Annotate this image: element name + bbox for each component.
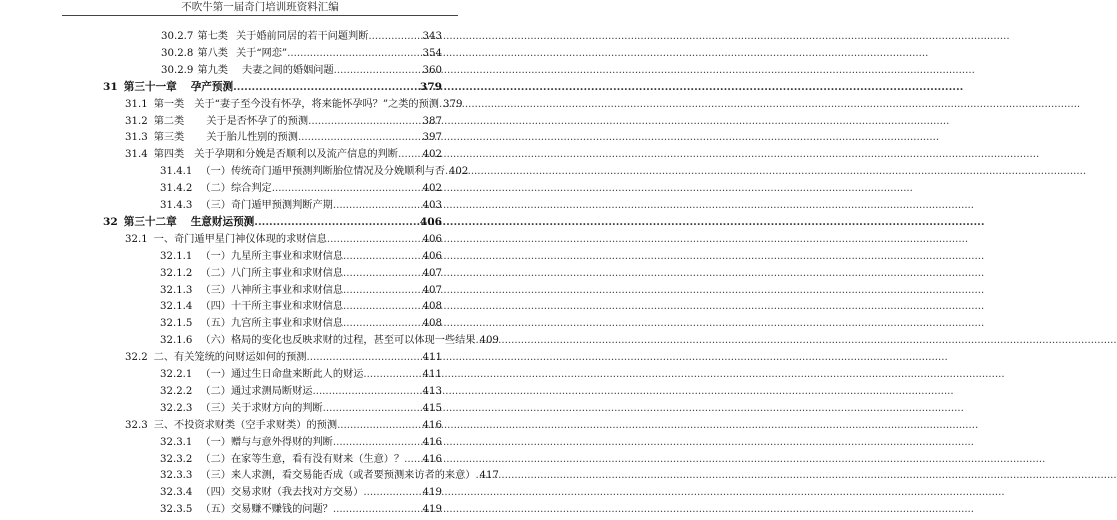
toc-title: 关于孕期和分娩是否顺利以及流产信息的判断 [194,149,398,161]
toc-page: 408 [422,301,442,313]
toc-entry[interactable] [160,282,442,299]
toc-title: 夫妻之间的婚姻问题 [241,64,334,76]
toc-number: 31.2 [125,115,148,127]
toc-leader [368,28,422,45]
toc-number: 32.3.4 [160,487,193,499]
toc-page: 413 [422,385,442,397]
toc-leader [343,248,423,265]
toc-category: 第四类 [153,149,185,161]
toc-entry[interactable] [160,197,442,214]
toc-number: 32.2.2 [160,385,193,397]
toc-page: 416 [422,436,442,448]
toc-number: 31.1 [125,98,148,110]
toc-title: 关于“网恋” [235,47,288,59]
toc-page: 419 [422,487,442,499]
toc-entry[interactable] [125,96,463,113]
toc-leader [308,113,422,130]
toc-page: 397 [422,132,442,144]
toc-chapter-entry[interactable] [103,79,442,96]
toc-category: 第三十二章 [123,215,177,228]
toc-number: 32.3.2 [160,453,193,465]
toc-entry[interactable] [160,366,442,383]
toc-page: 379 [419,80,442,93]
toc-category: 第三类 [153,132,185,144]
toc-number: 32.3.1 [160,436,193,448]
toc-page: 419 [422,504,442,516]
toc-title: （五）交易赚不赚钱的问题？ [200,504,333,516]
toc-page: 402 [422,183,442,195]
toc-chapter-entry[interactable] [103,214,442,231]
toc-leader [233,79,420,96]
toc-page: 407 [422,284,442,296]
toc-entry[interactable] [160,180,442,197]
toc-entry[interactable] [160,265,442,282]
toc-entry[interactable] [125,129,442,146]
toc-title: 生意财运预测 [190,215,255,228]
toc-page: 387 [422,115,442,127]
toc-entry[interactable] [160,434,442,451]
toc-category: 第七类 [197,31,228,42]
toc-leader [272,180,423,197]
toc-page: 415 [422,402,442,414]
toc-title: 一、奇门遁甲星门神仪体现的求财信息 [153,233,327,245]
toc-title: （一）传统奇门遁甲预测判断胎位情况及分娩顺利与否 [200,166,445,178]
toc-number: 32.1.5 [160,318,193,330]
toc-category: 第一类 [153,98,185,110]
toc-title: 三、不投资求财类（空手求财类）的预测 [153,419,338,431]
toc-entry[interactable] [160,392,442,410]
toc-number: 30.2.7 [161,31,194,42]
toc-page: 406 [422,250,442,262]
toc-page: 402 [422,149,442,161]
toc-leader [363,484,422,501]
toc-category: 第八类 [197,47,228,59]
toc-leader [337,417,422,434]
toc-entry[interactable] [125,417,442,434]
toc-title: （二）综合判定 [200,183,272,195]
toc-leader [287,45,422,62]
toc-title: （三）奇门遁甲预测判断产期 [200,200,333,211]
toc-number: 31.3 [125,132,148,144]
header-rule [62,15,458,16]
toc-category: 第九类 [197,64,228,76]
toc-entry[interactable] [160,248,442,265]
toc-title: （六）格局的变化也反映求财的过程，甚至可以体现一些结果 [200,335,476,347]
toc-leader [333,197,423,214]
toc-leader [343,265,423,282]
toc-leader [363,366,422,383]
toc-number: 31 [103,80,118,93]
toc-leader [343,298,423,315]
toc-number: 32.2.3 [160,402,193,414]
toc-number: 30.2.8 [161,47,194,59]
toc-title: （五）九宫所主事业和求财信息 [200,318,344,330]
toc-number: 32.3.3 [160,470,193,482]
toc-leader [254,214,420,231]
toc-page: 402 [448,166,469,178]
toc-leader [333,501,423,518]
toc-leader [327,231,423,248]
toc-number: 32 [103,215,118,228]
toc-title: （一）九星所主事业和求财信息 [200,250,344,262]
toc-entry[interactable] [160,501,442,518]
toc-leader [404,451,422,468]
toc-page: 409 [479,335,499,347]
toc-title: （二）八门所主事业和求财信息 [200,267,344,279]
toc-number: 32.1.6 [160,335,193,347]
toc-number: 32.1.1 [160,250,193,262]
toc-entry[interactable] [161,45,442,62]
toc-entry[interactable] [160,467,499,484]
toc-number: 31.4.1 [160,166,193,178]
toc-leader [298,129,423,146]
toc-page: 411 [422,369,442,380]
toc-page: 354 [422,47,442,59]
toc-leader [343,282,423,299]
toc-leader [398,146,423,163]
toc-number: 30.2.9 [161,64,194,76]
header-title: 不吹牛第一届奇门培训班资料汇编 [181,1,339,13]
toc-number: 32.2.1 [160,369,193,380]
toc-page: 406 [422,233,442,245]
toc-number: 31.4.3 [160,200,193,211]
toc-number: 32.2 [125,352,148,364]
toc-number: 32.1 [125,233,148,245]
toc-entry[interactable] [161,28,442,45]
toc-title: （二）通过求测局断财运 [200,385,313,397]
toc-page: 406 [419,215,442,228]
toc-title: 关于“妻子至今没有怀孕，将来能怀孕吗？”之类的预测 [194,98,439,110]
toc-page: 416 [422,419,442,431]
toc-title: 关于婚前同居的若干问题判断 [235,31,369,42]
toc-title: （三）关于求财方向的判断 [200,402,323,414]
toc-number: 32.1.2 [160,267,193,279]
toc-page: 360 [422,64,442,76]
toc-page: 343 [422,31,442,42]
toc-entry[interactable] [160,315,442,332]
toc-entry[interactable] [125,231,442,248]
toc-leader [334,62,423,79]
toc-number: 31.4.2 [160,183,193,195]
toc-title: （一）通过生日命盘来断此人的财运 [200,369,364,380]
toc-category: 第二类 [153,115,185,127]
toc-entry[interactable] [125,349,442,366]
toc-page: 407 [422,267,442,279]
toc-leader [333,434,423,451]
toc-entry[interactable] [160,484,442,501]
toc-title: （四）交易求财（我去找对方交易） [200,487,364,499]
toc-page: 379 [442,98,463,110]
toc-title: （一）赠与与意外得财的判断 [200,436,333,448]
toc-entry[interactable] [160,332,499,349]
toc-entry[interactable] [161,62,442,79]
toc-title: （四）十干所主事业和求财信息 [200,301,344,313]
toc-title: 关于胎儿性别的预测 [206,132,298,144]
toc-title: 孕产预测 [190,80,234,93]
toc-number: 32.1.3 [160,284,193,296]
toc-leader [343,315,423,332]
toc-number: 32.1.4 [160,301,193,313]
toc-entry[interactable] [160,163,469,180]
toc-title: 关于是否怀孕了的预测 [206,115,309,127]
toc-leader [307,349,423,366]
toc-number: 32.3 [125,419,148,431]
toc-number: 32.3.5 [160,504,193,516]
toc-number: 31.4 [125,149,148,161]
toc-page: 403 [422,200,442,211]
toc-title: （三）来人求测，看交易能否成（或者要预测来访者的来意） [200,470,476,482]
toc-page: 416 [422,453,442,465]
toc-entry[interactable] [125,146,442,163]
toc-title: （二）在家等生意，看有没有财来（生意）？ [200,453,405,465]
toc-entry[interactable] [125,113,442,130]
toc-page: 411 [422,352,442,364]
toc-page: 417 [479,470,499,482]
toc-entry[interactable] [160,298,442,315]
toc-title: （三）八神所主事业和求财信息 [200,284,344,296]
toc-entry[interactable] [160,451,442,468]
toc-page: 408 [422,318,442,330]
toc-title: 二、有关笼统的问财运如何的预测 [153,352,307,364]
toc-category: 第三十一章 [123,80,177,93]
